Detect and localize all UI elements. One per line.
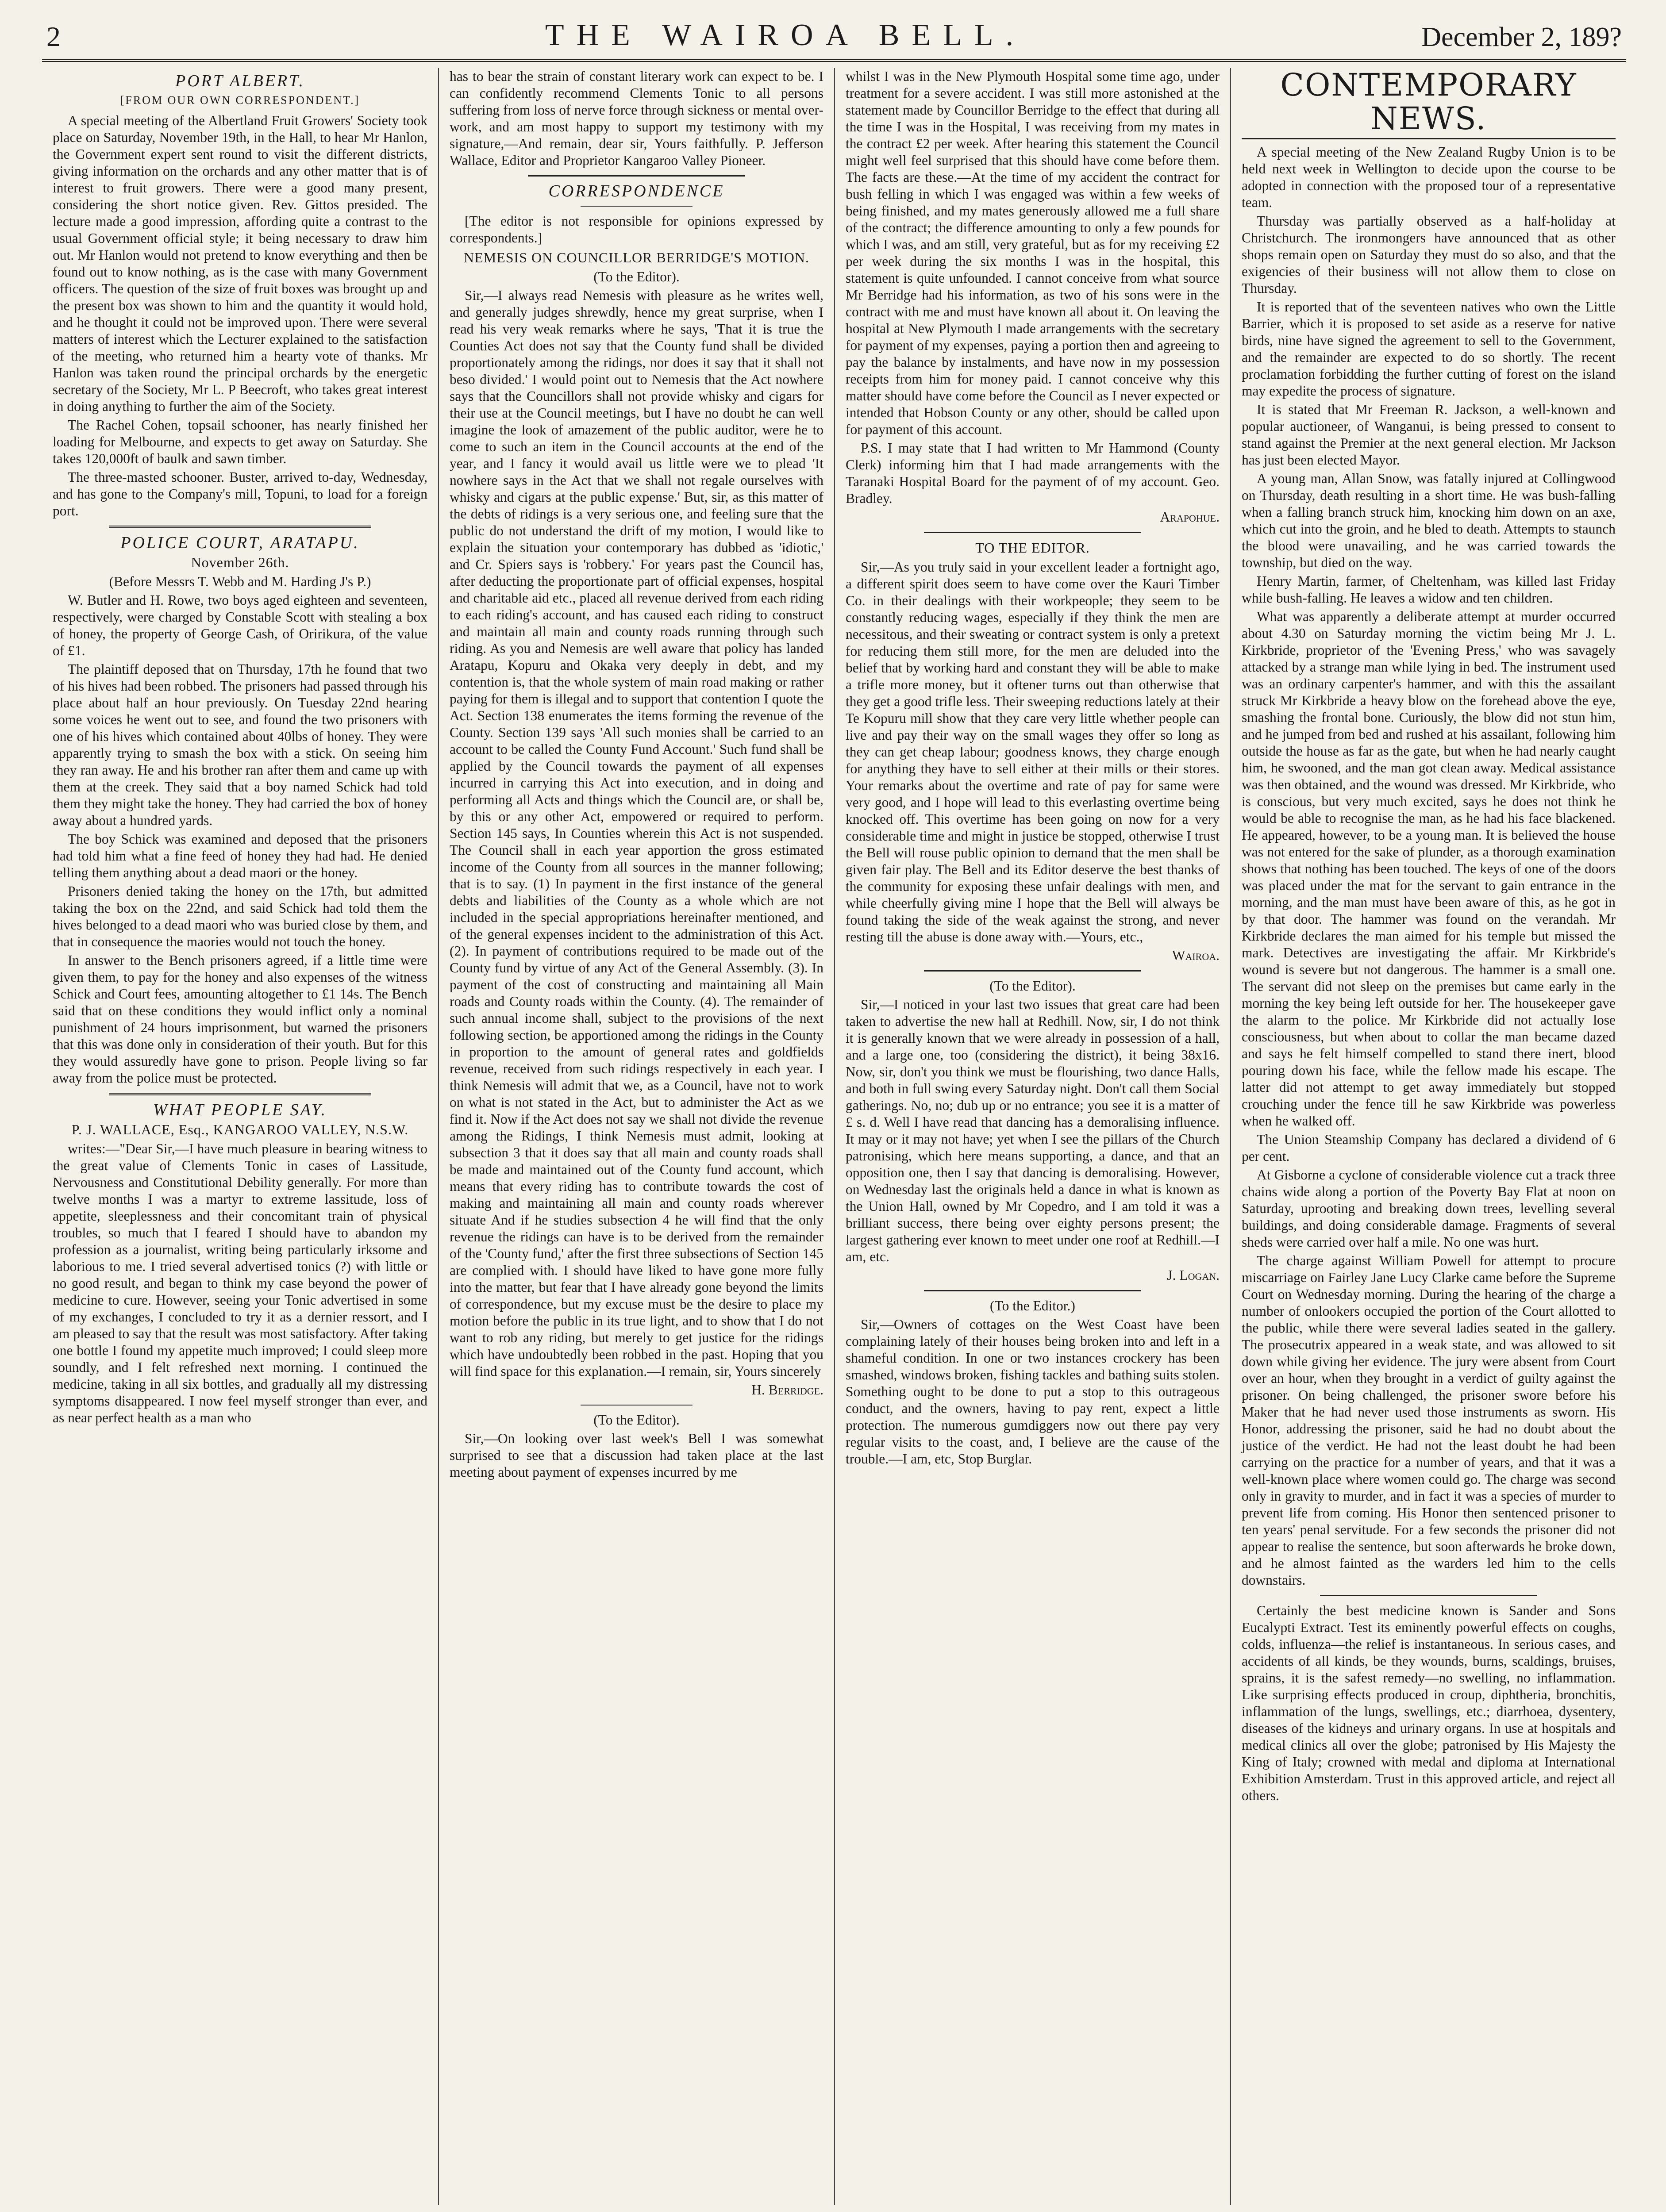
article-paragraph: The boy Schick was examined and deposed that the prisoners had told him what a fine feed of honey they had had. He denied telling them anything about a dead maori or the honey. bbox=[53, 831, 427, 880]
article-caption: TO THE EDITOR. bbox=[975, 540, 1090, 556]
divider-rule bbox=[924, 1290, 1141, 1291]
article-paragraph: A young man, Allan Snow, was fatally injured at Collingwood on Thursday, death resulting in a short time. He was bush-falling when a falling branch struck him, knocking him down on an axe, which cut into the groin, and he bled to death. Attempts to staunch the blood were unavailing, and he was carried towards the township, but died on the way. bbox=[1242, 471, 1616, 570]
article-subheading: [FROM OUR OWN CORRESPONDENT.] bbox=[120, 94, 360, 107]
article-caption: November 26th. bbox=[191, 554, 289, 570]
article-paragraph: writes:—"Dear Sir,—I have much pleasure in bearing witness to the great value of Clements Tonic in cases of Lassitude, Nervousness and Constitutional Debility generally. For more than twelve months I was a martyr to extreme lassitude, loss of appetite, sleeplessness and their concomitant train of physical troubles, so much that I feared I should have to abandon my profession as a journalist, writing being particularly irksome and laborious to me. I tried several advertised tonics (?) with little or no good result, and began to think my case beyond the power of medicine to cure. However, seeing your Tonic advertised in some of my exchanges, I concluded to try it as a dernier ressort, and I am pleased to say that the result was most satisfactory. After taking one bottle I found my appetite much improved; I could sleep more soundly, and I felt refreshed next morning. I continued the medicine, taking in all six bottles, and gradually all my distressing symptoms disappeared. I now feel myself stronger than ever, and as near perfect health as a man who bbox=[53, 1141, 427, 1425]
article-paragraph: The three-masted schooner. Buster, arrived to-day, Wednesday, and has gone to the Company's mill, Topuni, to load for a foreign port. bbox=[53, 469, 427, 518]
article-caption: P. J. WALLACE, Esq., KANGAROO VALLEY, N.S.W. bbox=[71, 1121, 409, 1137]
article-paragraph: Certainly the best medicine known is Sander and Sons Eucalypti Extract. Test its eminently powerful effects on coughs, colds, influenza—the relief is instantaneous. In serious cases, and accidents of all kinds, be they wounds, burns, scaldings, bruises, sprains, it is the safest remedy—no swelling, no inflammation. Like surprising effects produced in croup, diphtheria, bronchitis, inflammation of the lungs, swellings, etc.; diarrhoea, dysentery, diseases of the kidneys and urinary organs. In use at hospitals and medical clinics all over the globe; patronised by His Majesty the King of Italy; crowned with medal and diploma at International Exhibition Amsterdam. Trust in this approved article, and reject all others. bbox=[1242, 1603, 1616, 1803]
article-paragraph: Henry Martin, farmer, of Cheltenham, was killed last Friday while bush-falling. He leaves a widow and ten children. bbox=[1242, 573, 1616, 606]
letter-signature: H. Berridge. bbox=[751, 1382, 823, 1398]
centered-line: (Before Messrs T. Webb and M. Harding J's P.) bbox=[109, 574, 371, 589]
letter-signature: Arapohue. bbox=[1160, 509, 1220, 525]
divider-rule bbox=[581, 206, 693, 207]
letter-signature: Wairoa. bbox=[1172, 948, 1220, 963]
article-paragraph: [The editor is not responsible for opinions expressed by correspondents.] bbox=[450, 213, 823, 246]
column-1 bbox=[42, 68, 438, 2205]
section-heading: CONTEMPORARY NEWS. bbox=[1242, 68, 1616, 139]
letter-signature: J. Logan. bbox=[1167, 1267, 1220, 1283]
article-paragraph: What was apparently a deliberate attempt at murder occurred about 4.30 on Saturday morning the victim being Mr J. L. Kirkbride, proprietor of the 'Evening Press,' who was savagely attacked by a strange man while lying in bed. The instrument used was an ordinary carpenter's hammer, and with this the assailant struck Mr Kirkbride a heavy blow on the forehead above the eye, smashing the frontal bone. Curiously, the blow did not stun him, and he jumped from bed and rushed at his assailant, following him outside the house as far as the gate, but when he had nearly caught him, he swooned, and the man got clean away. Medical assistance was then obtained, and the wound was dressed. Mr Kirkbride, who is conscious, but very much excited, says he does not think he would be able to recognise the man, as he had his face blackened. He appeared, however, to be a young man. It is believed the house was not entered for the sake of plunder, as a thorough examination shows that nothing has been touched. The keys of one of the doors was placed under the mat for the servant to gain entrance in the morning, and the man must have been aware of this, as he got in by that door. The hammer was found on the verandah. Mr Kirkbride declares the man aimed for his temple but missed the mark. Detectives are investigating the affair. Mr Kirkbride's wound is severe but not dangerous. The hammer is a small one. The servant did not sleep on the premises but came early in the morning the key being left outside for her. The housekeeper gave the alarm to the police. Mr Kirkbride did not actually lose consciousness, but when about to collar the man became dazed and says he felt himself compelled to stand there inert, blood pouring down his face, while the fellow made his escape. The latter did not attempt to get away immediately but stopped crouching under the fence till he saw Kirkbride was powerless when he walked off. bbox=[1242, 609, 1616, 1129]
article-paragraph: The charge against William Powell for attempt to procure miscarriage on Fairley Jane Lucy Clarke came before the Supreme Court on Wednesday morning. During the hearing of the charge a number of onlookers occupied the portion of the Court allotted to the public, while there were several ladies seated in the gallery. The prosecutrix appeared in a weak state, and was allowed to sit down while giving her evidence. The jury were absent from Court over an hour, when they brought in a verdict of guilty against the prisoner. On being challenged, the prisoner swore before his Maker that he had never used those instruments as sworn. His Honor, addressing the prisoner, said he had no doubt about the justice of the verdict. He had not the least doubt he had been carrying on the practice for a number of years, and that it was a well-known place where women could go. The charge was second only in gravity to murder, and in fact it was a species of murder to prevent life from coming. His Honor then sentenced prisoner to ten years' penal servitude. For a few seconds the prisoner did not appear to realise the sentence, but soon afterwards he broke down, and he almost fainted as the warders led him to the cells downstairs. bbox=[1242, 1253, 1616, 1588]
article-heading: CORRESPONDENCE bbox=[548, 182, 725, 200]
newspaper-title: THE WAIROA BELL. bbox=[545, 18, 1026, 52]
article-paragraph: Sir,—On looking over last week's Bell I was somewhat surprised to see that a discussion had taken place at the last meeting about payment of expenses incurred by me bbox=[450, 1431, 823, 1480]
centered-line: (To the Editor.) bbox=[990, 1298, 1075, 1313]
divider-rule bbox=[109, 526, 371, 528]
article-paragraph: The Rachel Cohen, topsail schooner, has nearly finished her loading for Melbourne, and expects to get away on Saturday. She takes 120,000ft of baulk and sawn timber. bbox=[53, 417, 427, 466]
article-paragraph: Sir,—As you truly said in your excellent leader a fortnight ago, a different spirit does seem to have come over the Kauri Timber Co. in their dealings with their workpeople; they seem to be constantly reducing wages, especially if they think the men are necessitous, and their sweating or contract system is only a pretext for reducing them still more, for the men are deluded into the belief that by working hard and constant they will be able to make a trifle more money, but it oftener turns out than otherwise that they get a good trifle less. Their sweeping reductions lately at their Te Kopuru mill show that they care very little whether people can live and pay their way on the small wages they offer so long as they can get cheap labour; goodness knows, they charge enough for anything they have to sell either at their mills or their stores. Your remarks about the overtime and rate of pay for same were very good, and I hope will lead to this everlasting overtime being knocked off. This overtime has been going on now for a very considerable time and might in justice be stopped, otherwise I trust the Bell will rouse public opinion to demand that the men shall be given fair play. The Bell and its Editor deserve the best thanks of the community for exposing these unfair dealings with men, and while cheerfully giving mine I hope that the Bell will always be found taking the side of the weak against the strong, and never resting till the abuse is done away with.—Yours, etc., bbox=[846, 559, 1220, 945]
divider-rule bbox=[109, 1093, 371, 1095]
article-heading: PORT ALBERT. bbox=[175, 72, 305, 90]
masthead bbox=[42, 18, 1626, 62]
article-paragraph: It is stated that Mr Freeman R. Jackson, a well-known and popular auctioneer, of Wanganui, is being pressed to consent to stand against the Premier at the next general election. Mr Jackson has just been elected Mayor. bbox=[1242, 402, 1616, 468]
article-paragraph: Sir,—Owners of cottages on the West Coast have been complaining lately of their houses being broken into and left in a shameful condition. In one or two instances crockery has been smashed, windows broken, fishing tackles and bathing suits stolen. Something ought to be done to put a stop to this outrageous conduct, and the owners, having to pay rent, expect a little protection. The numerous gumdiggers now out there pay very regular visits to the coast, and, I believe are the cause of the trouble.—I am, etc, Stop Burglar. bbox=[846, 1317, 1220, 1467]
page-number: 2 bbox=[46, 21, 61, 52]
article-paragraph: A special meeting of the New Zealand Rugby Union is to be held next week in Wellington to decide upon the course to be adopted in connection with the proposed tour of a representative team. bbox=[1242, 144, 1616, 210]
divider-rule bbox=[1320, 1595, 1537, 1596]
article-paragraph: It is reported that of the seventeen natives who own the Little Barrier, which it is proposed to set aside as a reserve for native birds, nine have signed the agreement to sell to the Government, and the remainder are expected to do so shortly. The recent proclamation forbidding the further cutting of forest on the island may expedite the process of signature. bbox=[1242, 299, 1616, 399]
divider-rule bbox=[924, 970, 1141, 972]
article-caption: NEMESIS ON COUNCILLOR BERRIDGE'S MOTION. bbox=[464, 250, 809, 265]
issue-date: December 2, 189? bbox=[1421, 22, 1622, 52]
column-3 bbox=[834, 68, 1230, 2205]
article-paragraph: has to bear the strain of constant literary work can expect to be. I can confidently recommend Clements Tonic to all persons suffering from loss of nerve force through sickness or mental over-work, and am most happy to support my testimony with my signature,—And remain, dear sir, Yours faithfully. P. Jefferson Wallace, Editor and Proprietor Kangaroo Valley Pioneer. bbox=[450, 69, 823, 168]
divider-rule bbox=[924, 532, 1141, 533]
article-paragraph: At Gisborne a cyclone of considerable violence cut a track three chains wide along a portion of the Poverty Bay Flat at noon on Saturday, uprooting and breaking down trees, levelling several buildings, and doing considerable damage. Fragments of several sheds were carried over half a mile. No one was hurt. bbox=[1242, 1167, 1616, 1250]
article-paragraph: Sir,—I always read Nemesis with pleasure as he writes well, and generally judges shrewdly, hence my great surprise, when I read his very weak remarks where he says, 'That it is true the Counties Act does not say that the County fund shall be divided proportionately among the ridings, nor does it say that it shall not beso divided.' I would point out to Nemesis that the Act nowhere says that the Councillors shall not provide whisky and cigars for their use at the Council meetings, but I have no doubt he can well imagine the look of amazement of the public auditor, were he to come to such an item in the Council accounts at the end of the year, and I fancy it would avail us little were we to plead 'It nowhere says in the Act that we shall not regale ourselves with whisky and cigars at the public expense.' But, sir, as this matter of the debts of ridings is a very serious one, and feeling sure that the public do not understand the drift of my motion, I would like to explain the situation your contemporary has dubbed as 'idiotic,' and Cr. Spiers says is 'robbery.' For years past the Council has, after deducting the proportionate part of official expenses, hospital and charitable aid etc., placed all revenue derived from each riding to each riding's account, and has caused each riding to construct and maintain all main and county roads running through such riding. As you and Nemesis are well aware that policy has landed Aratapu, Kopuru and Okaka very deeply in debt, and my contention is, that the whole system of main road making or rather paying for them is illegal and to support that contention I quote the Act. Section 138 enumerates the items forming the revenue of the County. Section 139 says 'All such monies shall be carried to an account to be called the County Fund Account.' Such fund shall be applied by the Council towards the payment of all expenses incurred in carrying this Act into execution, and in doing and performing all Acts and things which the Council are, or shall be, by this or any other Act, empowered or required to perform. Section 145 says, In Counties wherein this Act is not suspended. The Council shall in each year apportion the gross estimated income of the County from all sources in the manner following; that is to say. (1) In payment in the first instance of the general debts and liabilities of the County as a whole which are not included in the special appropriations hereinafter mentioned, and of the general expenses incident to the administration of this Act. (2). In payment of contributions required to be made out of the County fund by virtue of any Act of the General Assembly. (3). In payment of the cost of constructing and maintaining all Main roads and County roads within the County. (4). The remainder of such annual income shall, subject to the provisions of the next following section, be apportioned among the ridings in the County in proportion to the amount of general rates and goldfields revenue, received from such ridings respectively in each year. I think Nemesis will admit that we, as a Council, have not to work on what is not stated in the Act, but to administer the Act as we find it. Now if the Act does not say we shall not divide the revenue among the Ridings, I think Nemesis must admit, looking at subsection 3 that it does say that all main and county roads shall be made and maintained out of the County fund account, which means that every riding has to contribute towards the cost of making and maintaining all main and county roads wherever situate And if he studies subsection 4 he will find that the only revenue the ridings can have is to be derived from the remainder of the 'County fund,' after the first three subsections of Section 145 are complied with. I should have liked to have gone more fully into the matter, but fear that I have already gone beyond the limits of correspondence, but my excuse must be the desire to place my motion before the public in its true light, and to show that I do not want to rob any riding, but merely to get justice for the ridings which have undoubtedly been robbed in the past. Hoping that you will find space for this explanation.—I remain, sir, Yours sincerely bbox=[450, 288, 823, 1379]
article-paragraph: The plaintiff deposed that on Thursday, 17th he found that two of his hives had been robbed. The prisoners had passed through his place about half an hour previously. On Tuesday 22nd hearing some voices he went out to see, and found the two prisoners with one of his hives which contained about 40lbs of honey. They were apparently trying to smash the box with a stick. On seeing him they ran away. He and his brother ran after them and came up with them at the creek. They said that a boy named Schick had told them they might take the honey. They had carried the box of honey away about a hundred yards. bbox=[53, 661, 427, 828]
divider-rule bbox=[581, 1405, 693, 1406]
column-4 bbox=[1230, 68, 1626, 2205]
centered-line: (To the Editor). bbox=[593, 1412, 680, 1428]
article-heading: WHAT PEOPLE SAY. bbox=[153, 1101, 327, 1119]
article-paragraph: Sir,—I noticed in your last two issues that great care had been taken to advertise the new hall at Redhill. Now, sir, I do not think it is generally known that we were already in possession of a hall, and a large one, too (considering the district), it being 38x16. Now, sir, don't you think we must be flourishing, two dance Halls, and both in full swing every Saturday night. Don't call them Social gatherings. No, no; dub up or no entrance; you see it is a matter of £ s. d. Well I have read that dancing has a demoralising influence. It may or it may not have; yet when I see the pillars of the Church patronising, which here means supporting, a dance, and that an opposition one, then I say that dancing is demoralising. However, on Wednesday last the originals held a dance in what is known as the Union Hall, owned by Mr Copedro, and I am told it was a brilliant success, there being over eighty persons present; the largest gathering ever known to meet under one roof at Redhill.—I am, etc. bbox=[846, 997, 1220, 1264]
columns bbox=[42, 68, 1626, 2205]
article-paragraph: The Union Steamship Company has declared a dividend of 6 per cent. bbox=[1242, 1132, 1616, 1164]
article-heading: POLICE COURT, ARATAPU. bbox=[120, 534, 360, 552]
article-paragraph: whilst I was in the New Plymouth Hospital some time ago, under treatment for a severe accident. I was still more astonished at the statement made by Councillor Berridge to the effect that during all the time I was in the Hospital, I was receiving from my mates in the contract £2 per week. After hearing this statement the Council might well feel surprised that this should have come before them. The facts are these.—At the time of my accident the contract for bush felling in which I was engaged was within a few weeks of being finished, and my mates generously allowed me a full share of the contract; the difference amounting to only a few pounds for which I was, and am still, very grateful, but as for my receiving £2 per week during the six months I was in the hospital, this statement is quite unfounded. I cannot conceive from what source Mr Berridge had his information, as two of his sons were in the contract with me and must have known all about it. On leaving the hospital at New Plymouth I made arrangements with the secretary for payment of my expenses, paying a portion then and agreeing to pay the balance by instalments, and have now in my possession receipts from him for money paid. I cannot conceive why this matter should have come before the Council as I never expected or intended that Hobson County or any other, should be called upon for payment of this account. bbox=[846, 69, 1220, 437]
article-paragraph: In answer to the Bench prisoners agreed, if a little time were given them, to pay for the honey and also expenses of the witness Schick and Court fees, amounting altogether to £1 14s. The Bench said that on these conditions they would inflict only a nominal punishment of 24 hours imprisonment, but warned the prisoners that this was done only in consideration of their youth. But for this they would assuredly have gone to prison. People living so far away from the police must be protected. bbox=[53, 952, 427, 1086]
divider-rule bbox=[528, 175, 745, 177]
article-paragraph: Thursday was partially observed as a half-holiday at Christchurch. The ironmongers have announced that as other shops remain open on Saturday they must do so also, and that the exigencies of their business will not allow them to close on Thursday. bbox=[1242, 213, 1616, 296]
column-2 bbox=[438, 68, 834, 2205]
centered-line: (To the Editor). bbox=[593, 269, 680, 284]
article-paragraph: W. Butler and H. Rowe, two boys aged eighteen and seventeen, respectively, were charged by Constable Scott with stealing a box of honey, the property of George Cash, of Oririkura, of the value of £1. bbox=[53, 592, 427, 658]
article-paragraph: Prisoners denied taking the honey on the 17th, but admitted taking the box on the 22nd, and said Schick had told them the hives belonged to a dead maori who was buried close by them, and that in consequence the maories would not touch the honey. bbox=[53, 883, 427, 949]
article-paragraph: P.S. I may state that I had written to Mr Hammond (County Clerk) informing him that I had made arrangements with the Taranaki Hospital Board for the payment of of my account. Geo. Bradley. bbox=[846, 440, 1220, 506]
centered-line: (To the Editor). bbox=[989, 978, 1076, 994]
article-paragraph: A special meeting of the Albertland Fruit Growers' Society took place on Saturday, November 19th, in the Hall, to hear Mr Hanlon, the Government expert sent round to visit the different districts, giving information on the orchards and any other matter that is of interest to fruit growers. There were a good many present, considering the short notice given. Rev. Gittos presided. The lecture made a good impression, affording quite a contrast to the usual Government official style; it being necessary to draw him out. Mr Hanlon would not pretend to know everything and then be found out to know nothing, as is the case with many Government officers. The question of the size of fruit boxes was brought up and the present box was shown to him and the quantity it would hold, and he thought it could not be improved upon. There were several matters of interest which the Lecturer explained to the satisfaction of the meeting, who returned him a hearty vote of thanks. Mr Hanlon was taken round the principal orchards by the energetic secretary of the Society, Mr L. P Beecroft, who takes great interest in doing anything to further the aim of the Society. bbox=[53, 113, 427, 414]
